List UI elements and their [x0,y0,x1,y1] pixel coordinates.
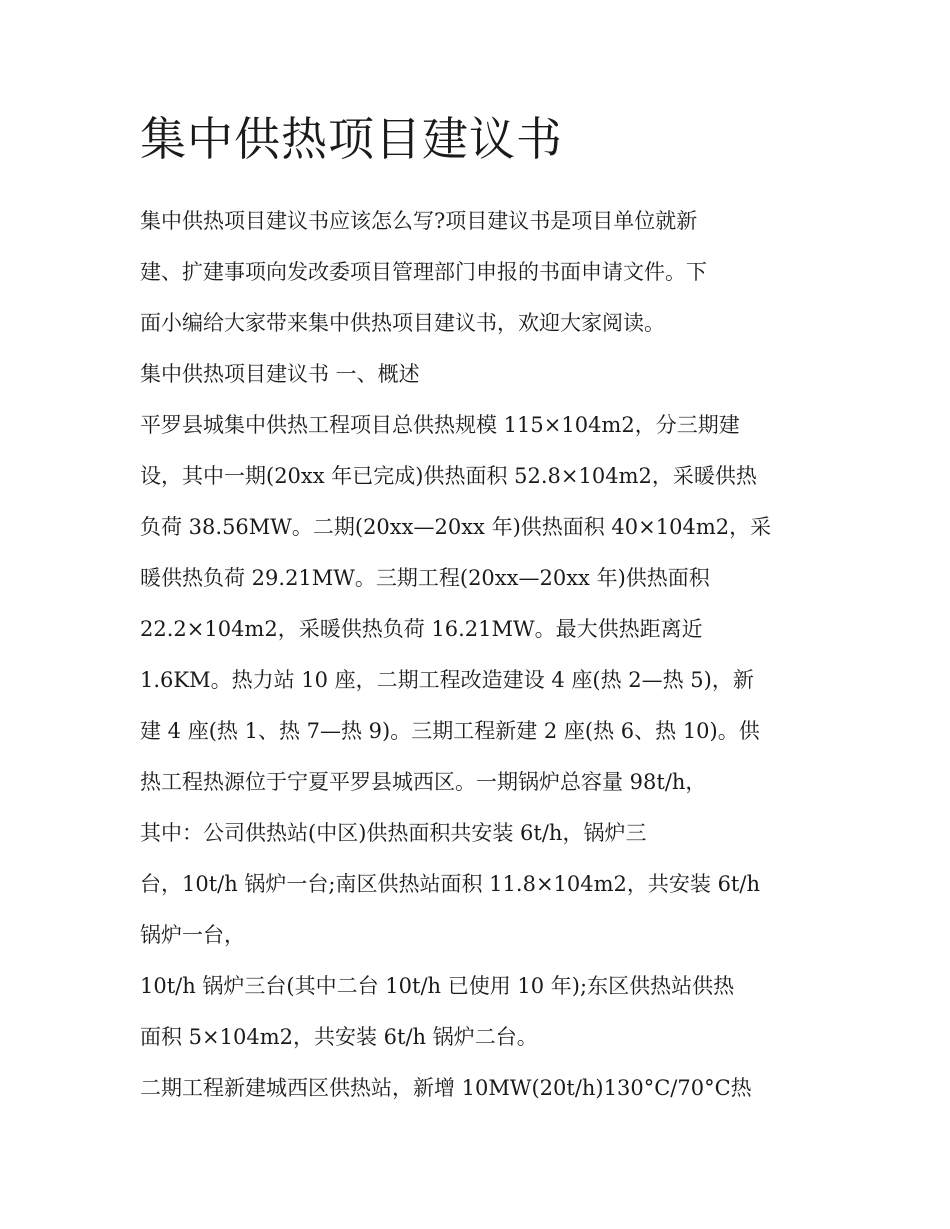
body-line: 负荷 38.56MW。二期(20xx—20xx 年)供热面积 40×104m2，采 [140,515,772,539]
body-line: 10t/h 锅炉三台(其中二台 10t/h 已使用 10 年);东区供热站供热 [140,974,735,998]
body-line: 集中供热项目建议书应该怎么写?项目建议书是项目单位就新 [140,209,698,233]
body-line: 二期工程新建城西区供热站，新增 10MW(20t/h)130°C/70°C热 [140,1076,752,1100]
body-line: 1.6KM。热力站 10 座，二期工程改造建设 4 座(热 2—热 5)，新 [140,668,754,692]
body-line: 面小编给大家带来集中供热项目建议书，欢迎大家阅读。 [140,311,665,335]
section-heading: 集中供热项目建议书 一、概述 [140,362,420,386]
body-line: 面积 5×104m2，共安装 6t/h 锅炉二台。 [140,1025,538,1049]
body-line: 建 4 座(热 1、热 7—热 9)。三期工程新建 2 座(热 6、热 10)。供 [140,719,760,743]
body-line: 锅炉一台， [140,923,245,947]
document-title: 集中供热项目建议书 [140,112,563,166]
body-line: 建、扩建事项向发改委项目管理部门申报的书面申请文件。下 [140,260,707,284]
body-line: 平罗县城集中供热工程项目总供热规模 115×104m2，分三期建 [140,413,740,437]
body-line: 台，10t/h 锅炉一台;南区供热站面积 11.8×104m2，共安装 6t/h [140,872,760,896]
document-body [140,196,830,1114]
body-line: 暖供热负荷 29.21MW。三期工程(20xx—20xx 年)供热面积 [140,566,710,590]
body-line: 设，其中一期(20xx 年已完成)供热面积 52.8×104m2，采暖供热 [140,464,757,488]
body-line: 22.2×104m2，采暖供热负荷 16.21MW。最大供热距离近 [140,617,703,641]
body-line: 其中：公司供热站(中区)供热面积共安装 6t/h，锅炉三 [140,821,647,845]
body-line: 热工程热源位于宁夏平罗县城西区。一期锅炉总容量 98t/h， [140,770,707,794]
